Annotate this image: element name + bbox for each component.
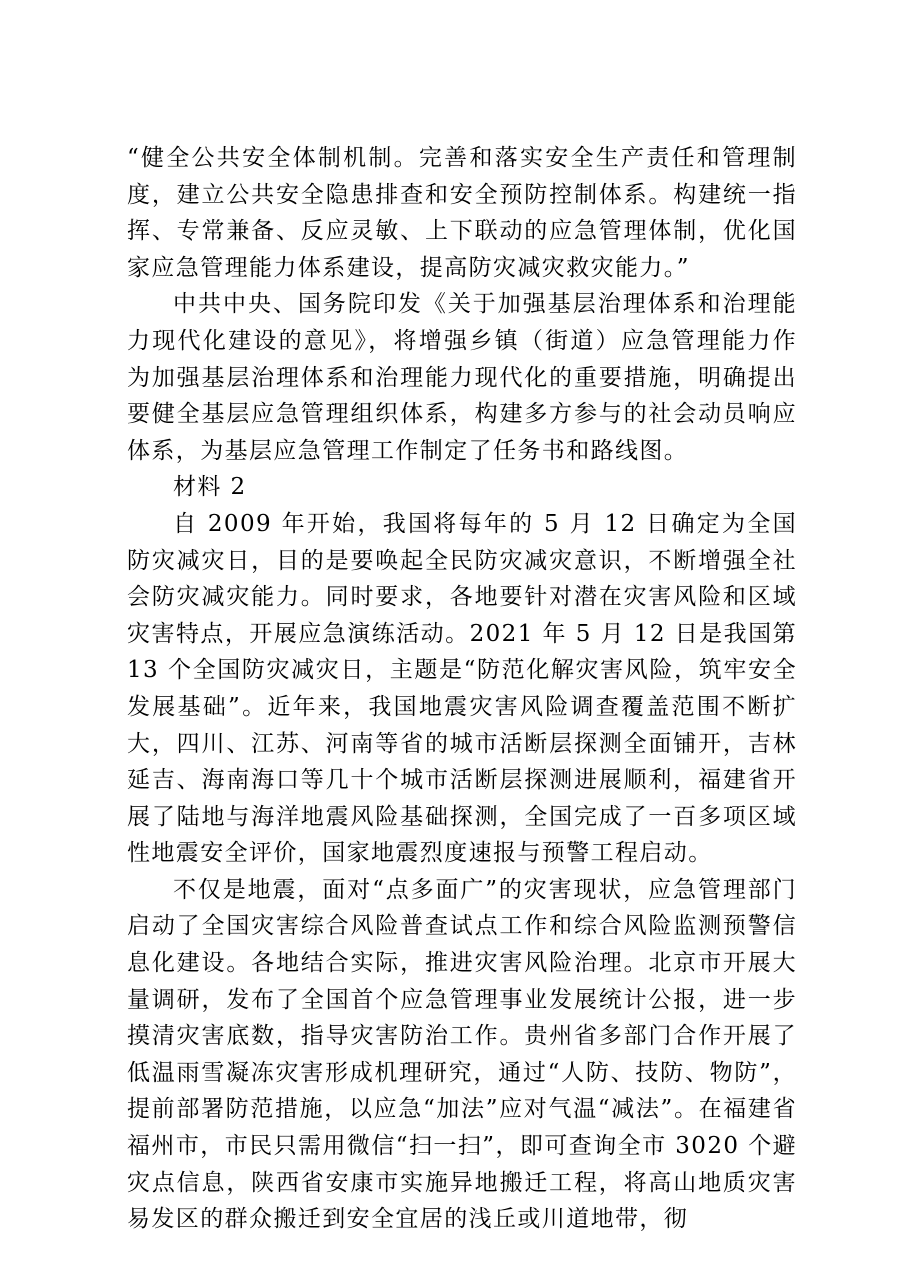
- paragraph-disaster-prevention-day: 自 2009 年开始，我国将每年的 5 月 12 日确定为全国防灾减灾日，目的是要唤起全民防灾减灾意识，不断增强全社会防灾减灾能力。同时要求，各地要针对潜在灾害风险和区域灾害特点，开展应急演练活动。2021 年 5 月 12 日是我国第 13 个全国防灾减灾日，主题是“防范化解灾害风险，筑牢安全发展基础”。近年来，我国地震灾害风险调查覆盖范围不断扩大，四川、江苏、河南等省的城市活断层探测全面铺开，吉林延吉、海南海口等几十个城市活断层探测进展顺利，福建省开展了陆地与海洋地震风险基础探测，全国完成了一百多项区域性地震安全评价，国家地震烈度速报与预警工程启动。: [127, 510, 797, 867]
- paragraph-policy-quote: “健全公共安全体制机制。完善和落实安全生产责任和管理制度，建立公共安全隐患排查和安全预防控制体系。构建统一指挥、专常兼备、反应灵敏、上下联动的应急管理体制，优化国家应急管理能力体系建设，提高防灾减灾救灾能力。”: [127, 145, 797, 281]
- paragraph-central-committee-opinion: 中共中央、国务院印发《关于加强基层治理体系和治理能力现代化建设的意见》，将增强乡镇（街道）应急管理能力作为加强基层治理体系和治理能力现代化的重要措施，明确提出要健全基层应急管理组织体系，构建多方参与的社会动员响应体系，为基层应急管理工作制定了任务书和路线图。: [127, 291, 797, 464]
- section-heading-material-2: 材料 2: [173, 474, 247, 501]
- paragraph-disaster-risk-governance: 不仅是地震，面对“点多面广”的灾害现状，应急管理部门启动了全国灾害综合风险普查试点工作和综合风险监测预警信息化建设。各地结合实际，推进灾害风险治理。北京市开展大量调研，发布了全国首个应急管理事业发展统计公报，进一步摸清灾害底数，指导灾害防治工作。贵州省多部门合作开展了低温雨雪凝冻灾害形成机理研究，通过“人防、技防、物防”，提前部署防范措施，以应急“加法”应对气温“减法”。在福建省福州市，市民只需用微信“扫一扫”，即可查询全市 3020 个避灾点信息，陕西省安康市实施异地搬迁工程，将高山地质灾害易发区的群众搬迁到安全宜居的浅丘或川道地带，彻: [127, 876, 797, 1233]
- document-body: [127, 140, 797, 1238]
